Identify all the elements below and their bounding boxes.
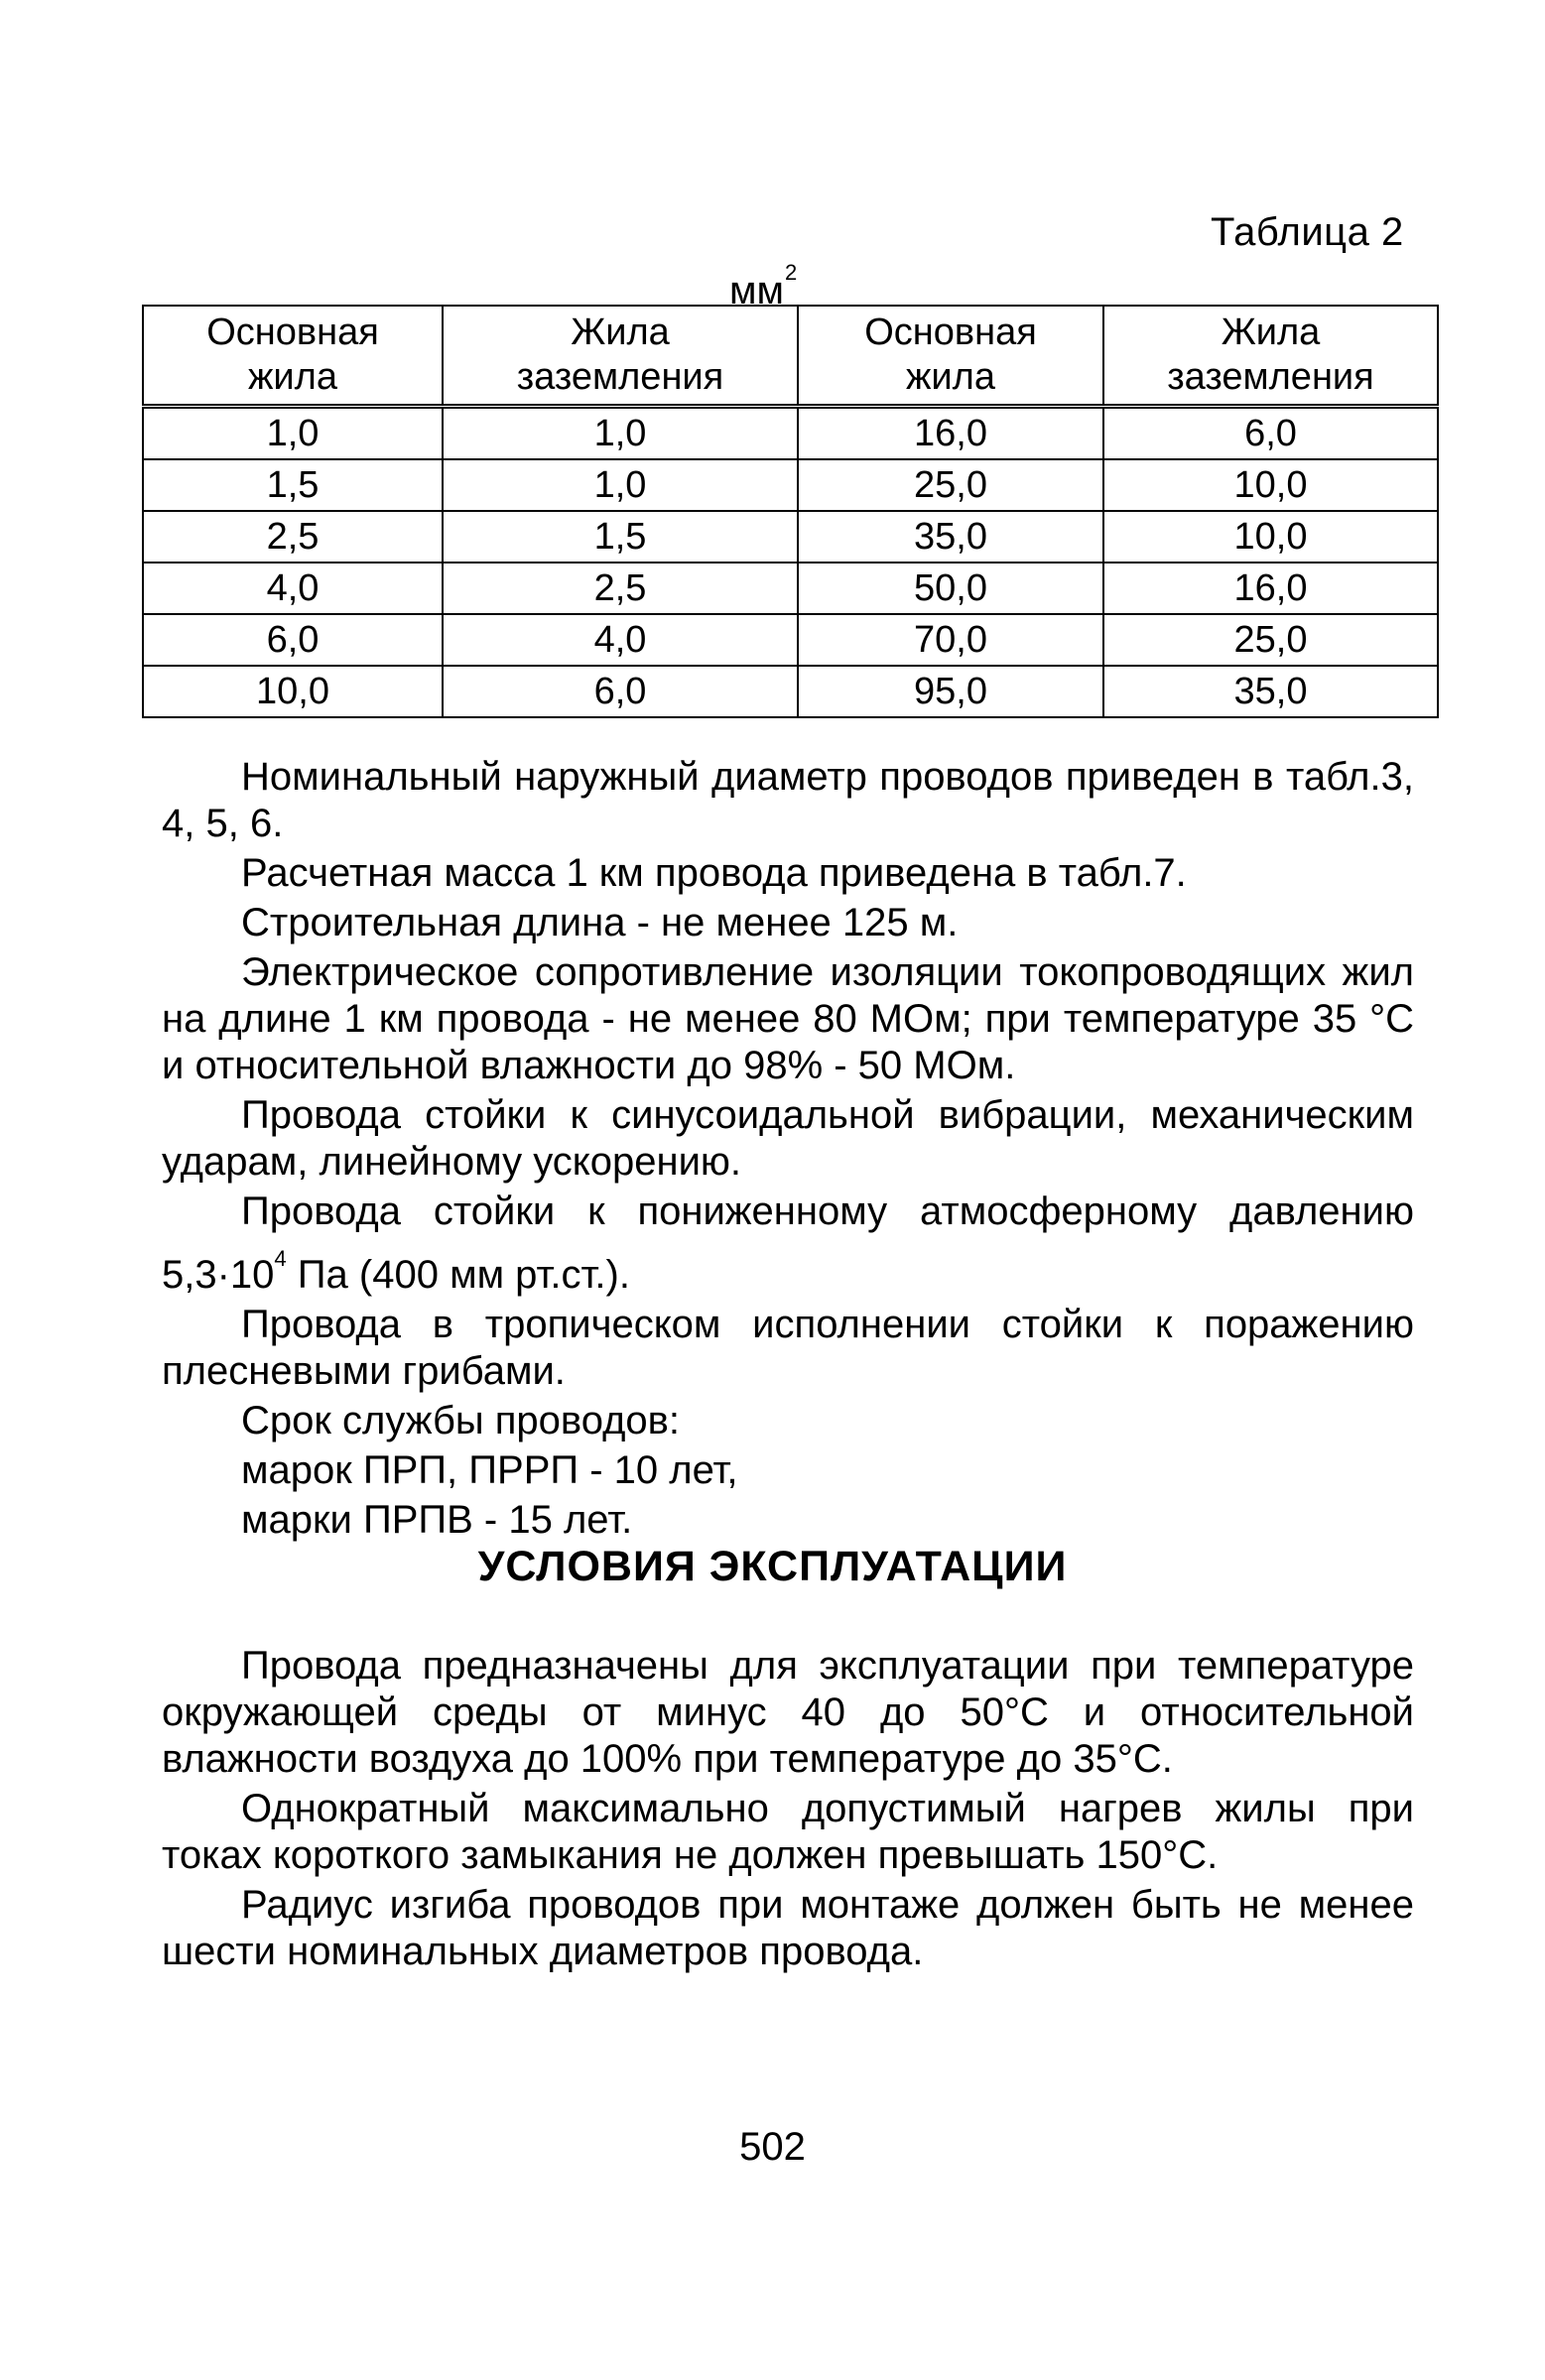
table-row <box>143 563 1438 614</box>
table-cell: 1,5 <box>443 511 798 563</box>
paragraph-tropical: Провода в тропическом исполнении стойки к поражению плесневыми грибами. <box>162 1303 1414 1393</box>
table-cell: 25,0 <box>798 459 1103 511</box>
paragraph-length: Строительная длина - не менее 125 м. <box>241 901 959 944</box>
table-cell: 25,0 <box>1103 614 1438 666</box>
table-label: Таблица 2 <box>1211 210 1404 254</box>
table-cell: 1,0 <box>143 407 443 460</box>
header-main-core-2: Основная жила <box>798 306 1103 407</box>
table-row <box>143 666 1438 717</box>
page-number: 502 <box>739 2125 806 2169</box>
table-cell: 50,0 <box>798 563 1103 614</box>
paragraph-heating: Однократный максимально допустимый нагрев жилы при токах короткого замыкания не должен превышать 150°С. <box>162 1787 1414 1877</box>
table-cell: 2,5 <box>443 563 798 614</box>
paragraph-pressure: Провода стойки к пониженному атмосферному давлению $5,3\cdot 10^4$ Па (400 мм рт.ст.). <box>162 1190 1414 1297</box>
table-cell: 1,5 <box>143 459 443 511</box>
paragraph-mass: Расчетная масса 1 км провода приведена в табл.7. <box>241 851 1187 895</box>
conductor-table <box>142 305 1439 718</box>
table-cell: 70,0 <box>798 614 1103 666</box>
table-cell: 16,0 <box>1103 563 1438 614</box>
header-ground-core-2: Жила заземления <box>1103 306 1438 407</box>
unit-exponent: 2 <box>785 260 798 285</box>
paragraph-service-life-prp: марок ПРП, ПРРП - 10 лет, <box>241 1448 738 1492</box>
paragraph-temperature: Провода предназначены для эксплуатации при температуре окружающей среды от минус 40 до 50°С и относительной влажности воздуха до 100% при температуре до 35°С. <box>162 1644 1414 1781</box>
table-cell: 6,0 <box>443 666 798 717</box>
header-ground-core-1: Жила заземления <box>443 306 798 407</box>
pressure-exponent: 4 <box>274 1246 287 1271</box>
table-row <box>143 407 1438 460</box>
table-cell: 95,0 <box>798 666 1103 717</box>
table-cell: 35,0 <box>1103 666 1438 717</box>
table-cell: 6,0 <box>1103 407 1438 460</box>
table-cell: 1,0 <box>443 407 798 460</box>
operating-conditions-text <box>162 1643 1414 1978</box>
section-heading: УСЛОВИЯ ЭКСПЛУАТАЦИИ <box>477 1543 1068 1590</box>
table-cell: 2,5 <box>143 511 443 563</box>
specifications-text <box>162 754 1414 1547</box>
paragraph-service-life-prpv: марки ПРПВ - 15 лет. <box>241 1498 633 1542</box>
header-main-core-1: Основная жила <box>143 306 443 407</box>
paragraph-vibration: Провода стойки к синусоидальной вибрации, механическим ударам, линейному ускорению. <box>162 1093 1414 1184</box>
table-cell: 10,0 <box>143 666 443 717</box>
unit-text: мм <box>729 269 784 313</box>
table-row <box>143 459 1438 511</box>
table-cell: 4,0 <box>143 563 443 614</box>
paragraph-service-life: Срок службы проводов: <box>241 1399 681 1442</box>
paragraph-resistance: Электрическое сопротивление изоляции токопроводящих жил на длине 1 км провода - не менее 80 МОм; при температуре 35 °С и относительной влажности до 98% - 50 МОм. <box>162 950 1414 1087</box>
table-cell: 1,0 <box>443 459 798 511</box>
paragraph-bend-radius: Радиус изгиба проводов при монтаже должен быть не менее шести номинальных диаметров провода. <box>162 1883 1414 1973</box>
table-row <box>143 614 1438 666</box>
table-cell: 10,0 <box>1103 459 1438 511</box>
paragraph-diameter: Номинальный наружный диаметр проводов приведен в табл.3, 4, 5, 6. <box>162 755 1414 845</box>
table-cell: 10,0 <box>1103 511 1438 563</box>
table-cell: 4,0 <box>443 614 798 666</box>
table-header-row <box>143 306 1438 407</box>
table-cell: 35,0 <box>798 511 1103 563</box>
table-cell: 16,0 <box>798 407 1103 460</box>
table-row <box>143 511 1438 563</box>
table-cell: 6,0 <box>143 614 443 666</box>
